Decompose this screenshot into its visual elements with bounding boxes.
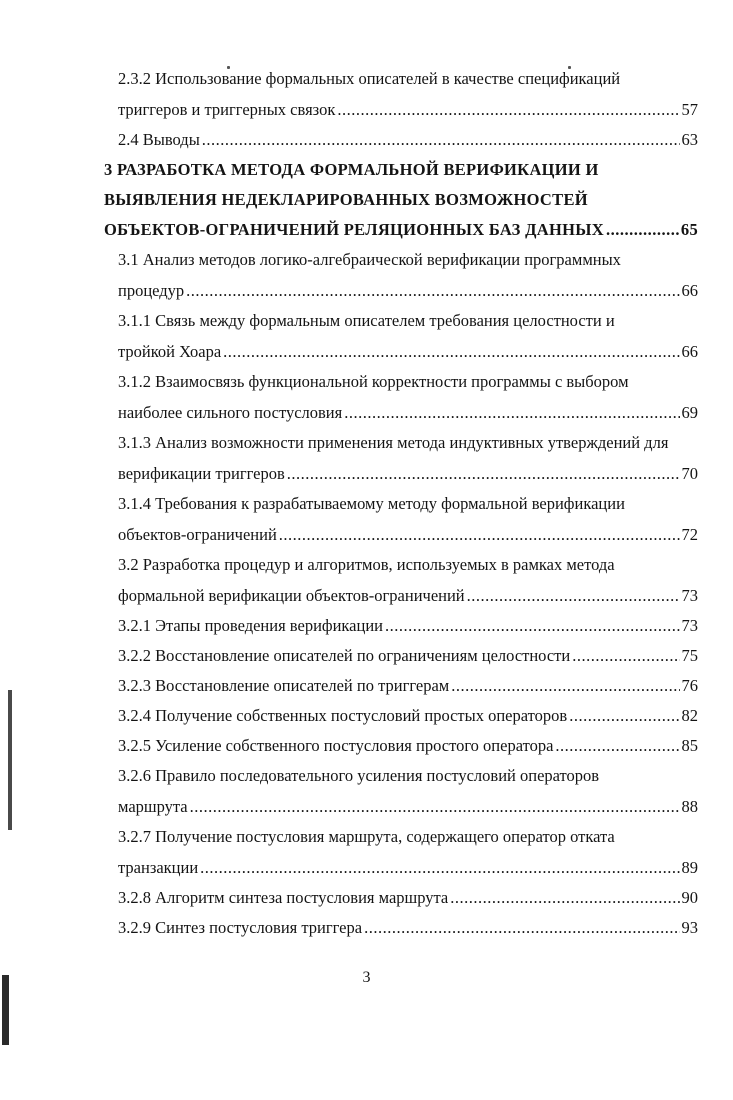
dot-leader bbox=[202, 125, 680, 155]
toc-page-number: 73 bbox=[681, 616, 698, 635]
toc-page-number: 93 bbox=[681, 918, 698, 937]
dot-leader bbox=[569, 701, 679, 731]
toc-page-number: 63 bbox=[681, 130, 698, 149]
toc-entry[interactable] bbox=[118, 883, 698, 913]
toc-entry-title: 3.2.5 Усиление собственного постусловия простого оператора bbox=[118, 736, 554, 755]
toc-entry[interactable] bbox=[118, 64, 698, 125]
dot-leader bbox=[450, 883, 679, 913]
toc-entry-title: 3.2.3 Восстановление описателей по триггерам bbox=[118, 676, 450, 695]
toc-entry-title: объектов-ограничений bbox=[118, 525, 277, 544]
toc-entry[interactable] bbox=[118, 245, 698, 306]
dot-leader bbox=[190, 791, 680, 822]
toc-entry-title: транзакции bbox=[118, 858, 199, 877]
toc-chapter-entry[interactable] bbox=[104, 155, 698, 245]
dot-leader bbox=[200, 852, 679, 883]
scan-margin-mark bbox=[2, 975, 9, 1045]
toc-page-number: 85 bbox=[681, 736, 698, 755]
toc-entry-title: 3.1.4 Требования к разрабатываемому методу формальной верификации bbox=[118, 494, 625, 513]
toc-entry[interactable] bbox=[118, 125, 698, 155]
dot-leader bbox=[451, 671, 679, 701]
toc-entry-title: 3.2 Разработка процедур и алгоритмов, используемых в рамках метода bbox=[118, 555, 615, 574]
dot-leader bbox=[223, 336, 679, 367]
toc-entry[interactable] bbox=[118, 367, 698, 428]
dot-leader bbox=[337, 94, 679, 125]
toc-entry-title: 3.1.2 Взаимосвязь функциональной корректности программы с выбором bbox=[118, 372, 629, 391]
dot-leader bbox=[186, 275, 679, 306]
scan-margin-mark bbox=[8, 690, 12, 830]
toc-entry[interactable] bbox=[118, 306, 698, 367]
toc-entry-title: 3 РАЗРАБОТКА МЕТОДА ФОРМАЛЬНОЙ ВЕРИФИКАЦИИ И bbox=[104, 160, 599, 179]
toc-page-number: 73 bbox=[681, 586, 698, 605]
dot-leader bbox=[467, 580, 680, 611]
toc-entry[interactable] bbox=[118, 701, 698, 731]
toc-page-number: 65 bbox=[680, 220, 698, 239]
toc-entry-title: 2.4 Выводы bbox=[118, 130, 200, 149]
dot-leader bbox=[287, 458, 680, 489]
toc-entry-title: маршрута bbox=[118, 797, 188, 816]
toc-entry[interactable] bbox=[118, 671, 698, 701]
toc-page-number: 76 bbox=[681, 676, 698, 695]
toc-entry[interactable] bbox=[118, 822, 698, 883]
table-of-contents bbox=[104, 64, 698, 943]
toc-page-number: 57 bbox=[681, 100, 698, 119]
toc-entry-title: 3.2.8 Алгоритм синтеза постусловия маршрута bbox=[118, 888, 449, 907]
dot-leader bbox=[385, 611, 680, 641]
dot-leader bbox=[572, 641, 679, 671]
toc-entry[interactable] bbox=[118, 761, 698, 822]
toc-entry-title: 3.2.2 Восстановление описателей по ограничениям целостности bbox=[118, 646, 571, 665]
toc-entry[interactable] bbox=[118, 611, 698, 641]
dot-leader bbox=[279, 519, 680, 550]
toc-entry-title: 3.2.6 Правило последовательного усиления постусловий операторов bbox=[118, 766, 600, 785]
toc-entry-title: 3.1 Анализ методов логико-алгебраической верификации программных bbox=[118, 250, 621, 269]
toc-page-number: 89 bbox=[681, 858, 698, 877]
toc-page-number: 88 bbox=[681, 797, 698, 816]
toc-entry-title: процедур bbox=[118, 281, 185, 300]
toc-page-number: 90 bbox=[681, 888, 698, 907]
toc-entry-title: 3.2.1 Этапы проведения верификации bbox=[118, 616, 383, 635]
toc-page-number: 66 bbox=[681, 342, 698, 361]
toc-entry[interactable] bbox=[118, 641, 698, 671]
toc-entry-title: ВЫЯВЛЕНИЯ НЕДЕКЛАРИРОВАННЫХ ВОЗМОЖНОСТЕЙ bbox=[104, 190, 588, 209]
dot-leader bbox=[555, 731, 679, 761]
dot-leader bbox=[606, 215, 679, 245]
toc-page-number: 70 bbox=[681, 464, 698, 483]
toc-entry-title: формальной верификации объектов-ограничений bbox=[118, 586, 465, 605]
toc-page-number: 75 bbox=[681, 646, 698, 665]
toc-page-number: 66 bbox=[681, 281, 698, 300]
toc-entry-title: наиболее сильного постусловия bbox=[118, 403, 343, 422]
toc-entry-title: 3.2.9 Синтез постусловия триггера bbox=[118, 918, 363, 937]
toc-entry-title: 3.2.4 Получение собственных постусловий простых операторов bbox=[118, 706, 568, 725]
toc-entry[interactable] bbox=[118, 550, 698, 611]
toc-entry-title: 3.1.1 Связь между формальным описателем требования целостности и bbox=[118, 311, 615, 330]
toc-entry-title: ОБЪЕКТОВ-ОГРАНИЧЕНИЙ РЕЛЯЦИОННЫХ БАЗ ДАННЫХ bbox=[104, 220, 604, 239]
toc-page-number: 82 bbox=[681, 706, 698, 725]
page-number: 3 bbox=[362, 969, 371, 986]
dot-leader bbox=[364, 913, 679, 943]
toc-entry-title: тройкой Хоара bbox=[118, 342, 222, 361]
toc-entry[interactable] bbox=[118, 913, 698, 943]
toc-entry-title: триггеров и триггерных связок bbox=[118, 100, 336, 119]
toc-entry-title: 2.3.2 Использование формальных описателей в качестве спецификаций bbox=[118, 69, 621, 88]
toc-entry[interactable] bbox=[118, 731, 698, 761]
toc-entry-title: верификации триггеров bbox=[118, 464, 285, 483]
dot-leader bbox=[344, 397, 679, 428]
toc-entry-title: 3.1.3 Анализ возможности применения метода индуктивных утверждений для bbox=[118, 433, 669, 452]
toc-entry-title: 3.2.7 Получение постусловия маршрута, содержащего оператор отката bbox=[118, 827, 615, 846]
toc-page-number: 72 bbox=[681, 525, 698, 544]
toc-entry[interactable] bbox=[118, 428, 698, 489]
toc-page-number: 69 bbox=[681, 403, 698, 422]
toc-entry[interactable] bbox=[118, 489, 698, 550]
